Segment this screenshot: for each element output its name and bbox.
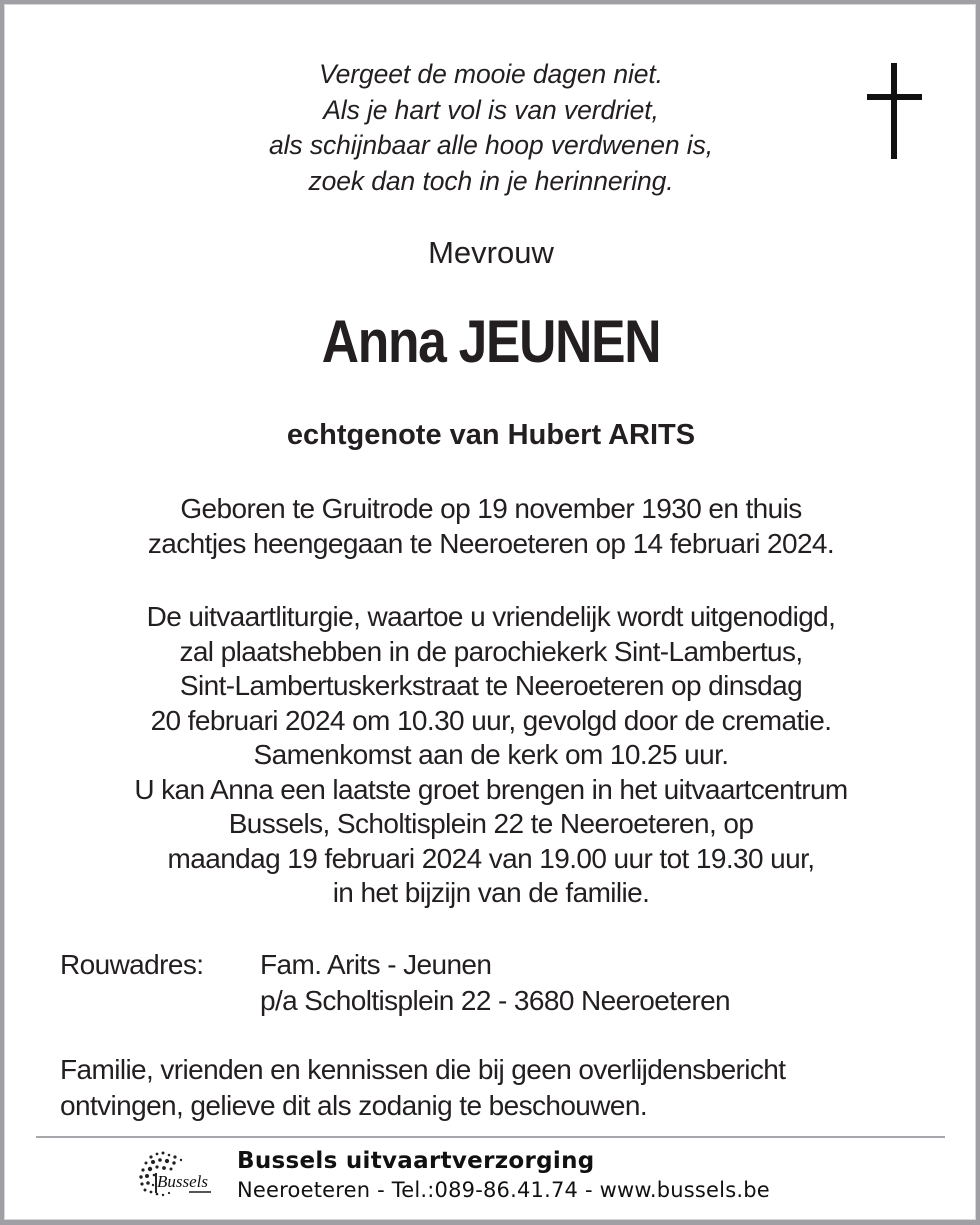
footer-divider — [36, 1136, 945, 1138]
text-line: maandag 19 februari 2024 van 19.00 uur tot 19.30 uur, — [167, 842, 815, 874]
address-line: p/a Scholtisplein 22 - 3680 Neeroeteren — [260, 985, 731, 1016]
birth-death-paragraph — [5, 492, 977, 561]
poem-line: Vergeet de mooie dagen niet. — [319, 59, 663, 89]
service-paragraph — [5, 600, 977, 911]
cross-icon — [867, 63, 923, 159]
text-line: 20 februari 2024 om 10.30 uur, gevolgd door de crematie. — [150, 704, 832, 736]
svg-text:Bussels: Bussels — [157, 1172, 208, 1191]
text-line: zal plaatshebben in de parochiekerk Sint-Lambertus, — [179, 635, 803, 667]
text-line: Sint-Lambertuskerkstraat te Neeroeteren op dinsdag — [179, 670, 803, 701]
text-line: U kan Anna een laatste groet brengen in het uitvaartcentrum — [134, 773, 848, 805]
text-line: ontvingen, gelieve dit als zodanig te beschouwen. — [60, 1090, 648, 1121]
text-line: Familie, vrienden en kennissen die bij geen overlijdensbericht — [60, 1054, 786, 1085]
notice-paragraph — [60, 1052, 785, 1124]
poem — [5, 57, 977, 199]
honorific: Mevrouw — [428, 235, 554, 270]
bussels-logo-icon — [131, 1145, 223, 1203]
company-contact: Neeroeteren - Tel.:089-86.41.74 - www.bussels.be — [237, 1178, 770, 1202]
text-line: zachtjes heengegaan te Neeroeteren op 14 februari 2024. — [147, 527, 835, 559]
spouse-line: echtgenote van Hubert ARITS — [286, 419, 696, 451]
text-line: De uitvaartliturgie, waartoe u vriendelijk wordt uitgenodigd, — [146, 601, 836, 632]
obituary-card — [4, 4, 976, 1220]
mourning-address-label: Rouwadres: — [60, 949, 204, 980]
company-name: Bussels uitvaartverzorging — [237, 1148, 595, 1174]
poem-line: Als je hart vol is van verdriet, — [323, 94, 659, 125]
address-line: Fam. Arits - Jeunen — [260, 949, 492, 980]
poem-line: als schijnbaar alle hoop verdwenen is, — [268, 130, 714, 160]
text-line: Geboren te Gruitrode op 19 november 1930 en thuis — [180, 493, 802, 524]
text-line: in het bijzijn van de familie. — [332, 877, 650, 908]
deceased-name: Anna JEUNEN — [321, 308, 661, 375]
text-line: Bussels, Scholtisplein 22 te Neeroeteren, op — [228, 808, 754, 839]
text-line: Samenkomst aan de kerk om 10.25 uur. — [253, 739, 729, 770]
poem-line: zoek dan toch in je herinnering. — [308, 165, 674, 196]
